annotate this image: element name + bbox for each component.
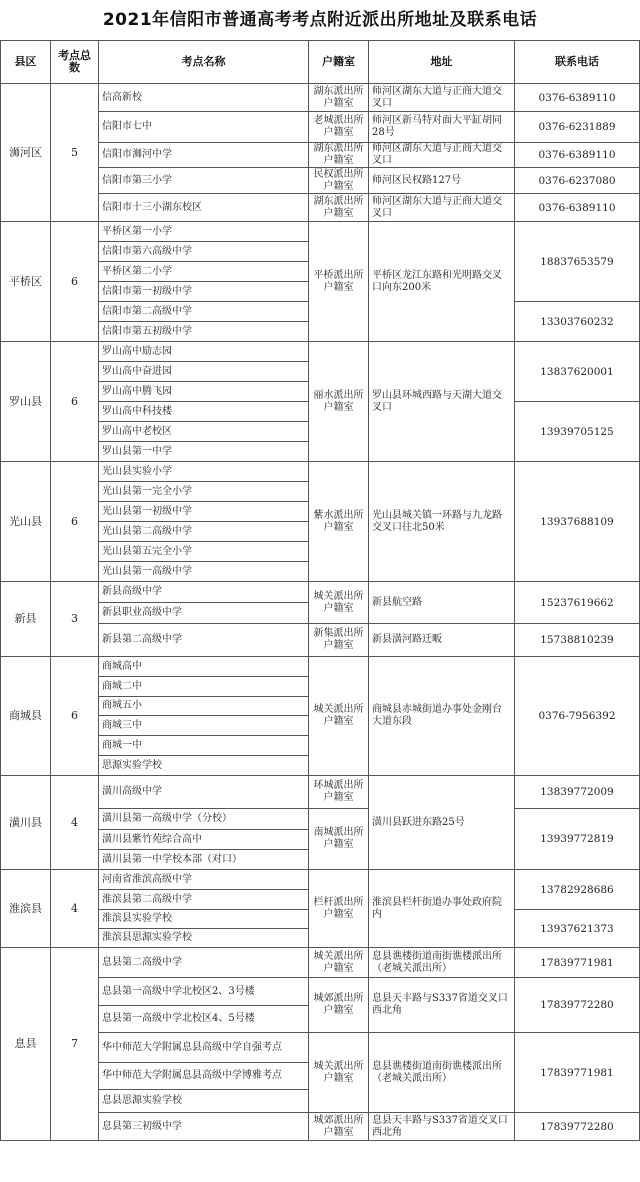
station-cell: 城关派出所户籍室 (309, 582, 369, 624)
total-cell: 3 (51, 582, 99, 657)
total-cell: 6 (51, 462, 99, 582)
school-cell: 平桥区第二小学 (99, 262, 309, 282)
school-cell: 罗山高中励志园 (99, 342, 309, 362)
phone-cell: 0376-6231889 (515, 112, 640, 143)
school-cell: 河南省淮滨高级中学 (99, 870, 309, 890)
phone-cell: 17839771981 (515, 1033, 640, 1113)
school-cell: 新县高级中学 (99, 582, 309, 603)
address-cell: 新县潢河路迁畈 (369, 624, 515, 657)
phone-cell: 15738810239 (515, 624, 640, 657)
phone-cell: 13937688109 (515, 462, 640, 582)
phone-cell: 17839771981 (515, 948, 640, 978)
table-row (1, 776, 640, 809)
phone-cell: 13837620001 (515, 342, 640, 402)
school-cell: 商城三中 (99, 716, 309, 736)
school-cell: 信阳市第六高级中学 (99, 242, 309, 262)
school-cell: 罗山县第一中学 (99, 442, 309, 462)
header-phone: 联系电话 (515, 41, 640, 84)
station-cell: 城郊派出所户籍室 (309, 1113, 369, 1141)
school-cell: 息县第一高级中学北校区4、5号楼 (99, 1006, 309, 1033)
station-cell: 民权派出所户籍室 (309, 168, 369, 194)
school-cell: 信高新校 (99, 84, 309, 112)
station-cell: 老城派出所户籍室 (309, 112, 369, 143)
county-cell: 潢川县 (1, 776, 51, 870)
school-cell: 信阳市第一初级中学 (99, 282, 309, 302)
address-cell: 息县谯楼街道南街谯楼派出所（老城关派出所） (369, 948, 515, 978)
header-total: 考点总数 (51, 41, 99, 84)
county-cell: 浉河区 (1, 84, 51, 222)
school-cell: 新县第二高级中学 (99, 624, 309, 657)
station-cell: 平桥派出所户籍室 (309, 222, 369, 342)
school-cell: 潢川县紫竹苑综合高中 (99, 830, 309, 850)
phone-cell: 0376-7956392 (515, 657, 640, 776)
county-cell: 罗山县 (1, 342, 51, 462)
header-county: 县区 (1, 41, 51, 84)
table-row (1, 948, 640, 978)
header-school: 考点名称 (99, 41, 309, 84)
school-cell: 商城一中 (99, 736, 309, 756)
table-row (1, 657, 640, 677)
header-address: 地址 (369, 41, 515, 84)
school-cell: 信阳市浉河中学 (99, 143, 309, 168)
school-cell: 罗山高中科技楼 (99, 402, 309, 422)
address-cell: 潢川县跃进东路25号 (369, 776, 515, 870)
station-cell: 南城派出所户籍室 (309, 809, 369, 870)
total-cell: 7 (51, 948, 99, 1141)
school-cell: 光山县第二高级中学 (99, 522, 309, 542)
school-cell: 淮滨县实验学校 (99, 910, 309, 929)
address-cell: 光山县城关镇一环路与九龙路交叉口往北50米 (369, 462, 515, 582)
address-cell: 罗山县环城西路与天湖大道交叉口 (369, 342, 515, 462)
county-cell: 平桥区 (1, 222, 51, 342)
table-row (1, 870, 640, 890)
address-cell: 师河区湖东大道与正商大道交叉口 (369, 194, 515, 222)
station-cell: 紫水派出所户籍室 (309, 462, 369, 582)
school-cell: 信阳市第五初级中学 (99, 322, 309, 342)
station-cell: 环城派出所户籍室 (309, 776, 369, 809)
phone-cell: 0376-6389110 (515, 143, 640, 168)
county-cell: 淮滨县 (1, 870, 51, 948)
county-cell: 新县 (1, 582, 51, 657)
station-cell: 城郊派出所户籍室 (309, 978, 369, 1033)
station-cell: 湖东派出所户籍室 (309, 84, 369, 112)
address-cell: 师河区新马特对面大平缸胡同28号 (369, 112, 515, 143)
school-cell: 商城高中 (99, 657, 309, 677)
school-cell: 信阳市七中 (99, 112, 309, 143)
school-cell: 息县第三初级中学 (99, 1113, 309, 1141)
school-cell: 光山县实验小学 (99, 462, 309, 482)
station-cell: 湖东派出所户籍室 (309, 194, 369, 222)
school-cell: 息县第二高级中学 (99, 948, 309, 978)
station-cell: 湖东派出所户籍室 (309, 143, 369, 168)
school-cell: 息县第一高级中学北校区2、3号楼 (99, 978, 309, 1006)
school-cell: 潢川县第一中学校本部（对口） (99, 850, 309, 870)
school-cell: 罗山高中老校区 (99, 422, 309, 442)
address-cell: 息县天丰路与S337省道交叉口西北角 (369, 978, 515, 1033)
school-cell: 光山县第一高级中学 (99, 562, 309, 582)
school-cell: 潢川高级中学 (99, 776, 309, 809)
school-cell: 罗山高中腾飞园 (99, 382, 309, 402)
station-cell: 城关派出所户籍室 (309, 1033, 369, 1113)
school-cell: 息县思源实验学校 (99, 1090, 309, 1113)
phone-cell: 13937621373 (515, 910, 640, 948)
school-cell: 信阳市十三小湖东校区 (99, 194, 309, 222)
table-row (1, 462, 640, 482)
county-cell: 光山县 (1, 462, 51, 582)
school-cell: 光山县第五完全小学 (99, 542, 309, 562)
address-cell: 师河区民权路127号 (369, 168, 515, 194)
school-cell: 光山县第一初级中学 (99, 502, 309, 522)
county-cell: 息县 (1, 948, 51, 1141)
school-cell: 信阳市第三小学 (99, 168, 309, 194)
total-cell: 4 (51, 870, 99, 948)
school-cell: 平桥区第一小学 (99, 222, 309, 242)
address-cell: 师河区湖东大道与正商大道交叉口 (369, 84, 515, 112)
school-cell: 华中师范大学附属息县高级中学自强考点 (99, 1033, 309, 1063)
police-station-table (0, 40, 640, 1141)
station-cell: 丽水派出所户籍室 (309, 342, 369, 462)
school-cell: 信阳市第二高级中学 (99, 302, 309, 322)
phone-cell: 17839772280 (515, 1113, 640, 1141)
table-row (1, 342, 640, 362)
phone-cell: 15237619662 (515, 582, 640, 624)
total-cell: 5 (51, 84, 99, 222)
station-cell: 城关派出所户籍室 (309, 948, 369, 978)
address-cell: 息县天丰路与S337省道交叉口西北角 (369, 1113, 515, 1141)
address-cell: 平桥区龙江东路和光明路交叉口向东200米 (369, 222, 515, 342)
station-cell: 新集派出所户籍室 (309, 624, 369, 657)
school-cell: 思源实验学校 (99, 756, 309, 776)
phone-cell: 17839772280 (515, 978, 640, 1033)
total-cell: 6 (51, 342, 99, 462)
school-cell: 罗山高中奋进园 (99, 362, 309, 382)
address-cell: 淮滨县栏杆街道办事处政府院内 (369, 870, 515, 948)
station-cell: 城关派出所户籍室 (309, 657, 369, 776)
school-cell: 新县职业高级中学 (99, 603, 309, 624)
table-row (1, 582, 640, 603)
school-cell: 潢川县第一高级中学（分校） (99, 809, 309, 830)
page-title: 2021年信阳市普通高考考点附近派出所地址及联系电话 (102, 10, 538, 30)
total-cell: 6 (51, 657, 99, 776)
address-cell: 商城县赤城街道办事处金刚台大道东段 (369, 657, 515, 776)
phone-cell: 18837653579 (515, 222, 640, 302)
school-cell: 商城二中 (99, 677, 309, 697)
total-cell: 4 (51, 776, 99, 870)
station-cell: 栏杆派出所户籍室 (309, 870, 369, 948)
address-cell: 息县谯楼街道南街谯楼派出所（老城关派出所） (369, 1033, 515, 1113)
county-cell: 商城县 (1, 657, 51, 776)
table-row (1, 222, 640, 242)
address-cell: 师河区湖东大道与正商大道交叉口 (369, 143, 515, 168)
school-cell: 光山县第一完全小学 (99, 482, 309, 502)
phone-cell: 13303760232 (515, 302, 640, 342)
total-cell: 6 (51, 222, 99, 342)
phone-cell: 13782928686 (515, 870, 640, 910)
school-cell: 淮滨县思源实验学校 (99, 929, 309, 948)
phone-cell: 0376-6237080 (515, 168, 640, 194)
table-header-row (1, 41, 640, 84)
phone-cell: 13839772009 (515, 776, 640, 809)
phone-cell: 0376-6389110 (515, 84, 640, 112)
school-cell: 商城五小 (99, 697, 309, 716)
school-cell: 华中师范大学附属息县高级中学博雅考点 (99, 1063, 309, 1090)
phone-cell: 13939772819 (515, 809, 640, 870)
phone-cell: 13939705125 (515, 402, 640, 462)
table-row (1, 84, 640, 112)
phone-cell: 0376-6389110 (515, 194, 640, 222)
header-station: 户籍室 (309, 41, 369, 84)
school-cell: 淮滨县第二高级中学 (99, 890, 309, 910)
address-cell: 新县航空路 (369, 582, 515, 624)
